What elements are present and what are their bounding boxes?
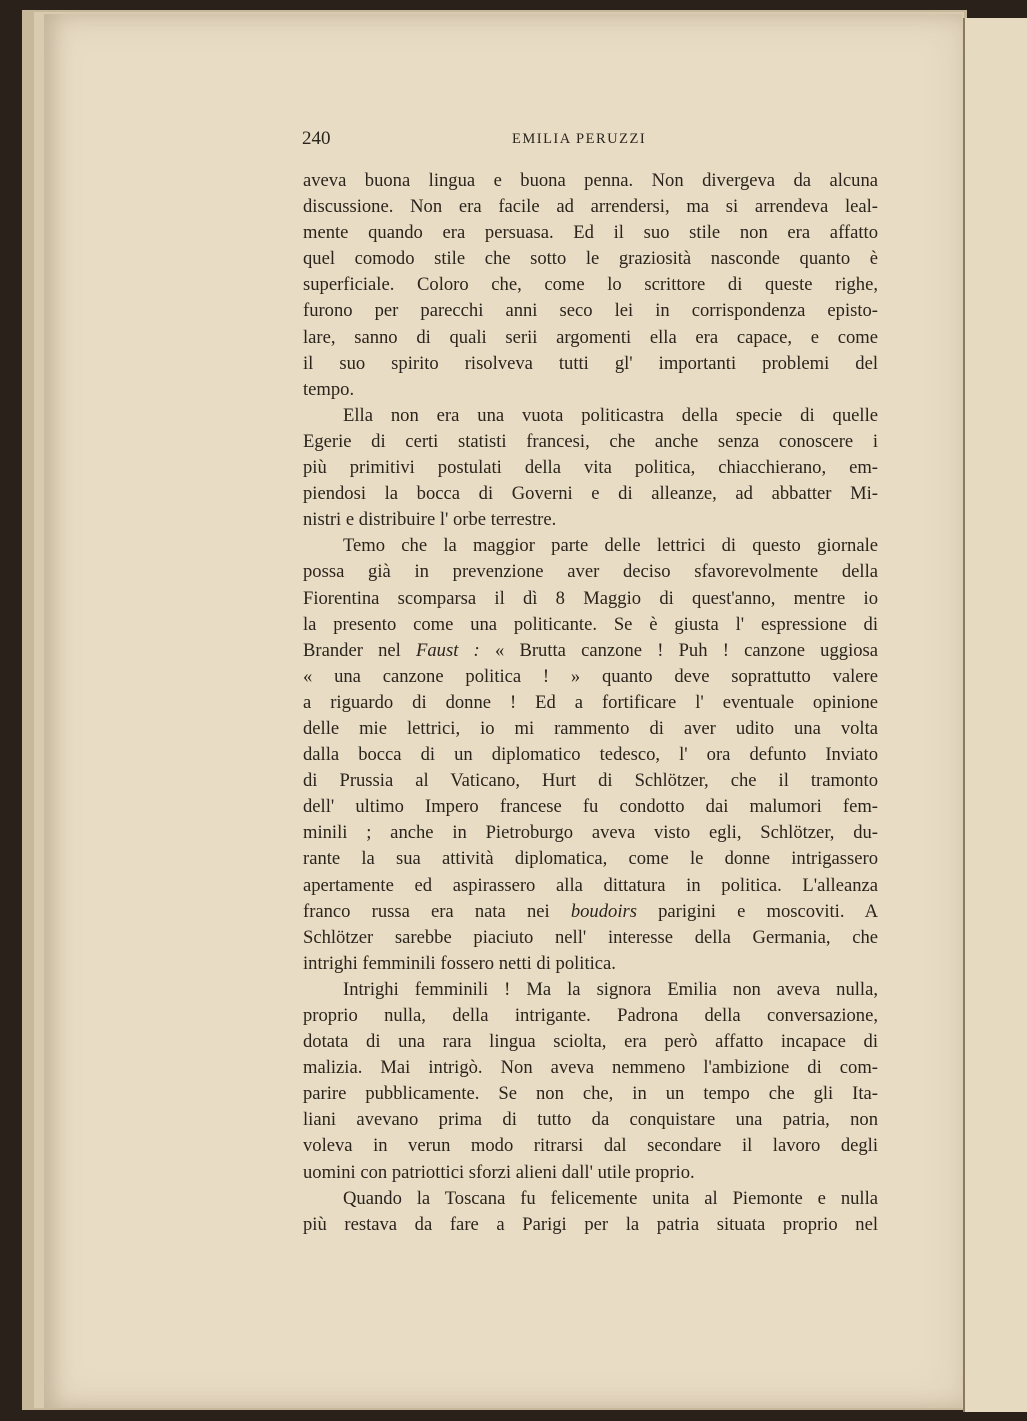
running-head: EMILIA PERUZZI: [512, 131, 647, 147]
text-line: minili ; anche in Pietroburgo aveva visto egli, Schlötzer, du-: [303, 822, 878, 844]
text-line: Egerie di certi statisti francesi, che anche senza conoscere i: [303, 430, 878, 452]
italic-word: boudoirs: [570, 900, 637, 922]
text-line: aveva buona lingua e buona penna. Non divergeva da alcuna: [303, 170, 878, 191]
paragraph: [303, 977, 878, 1186]
text-line: proprio nulla, della intrigante. Padrona della conversazione,: [303, 1005, 878, 1026]
text-segment: « Brutta canzone ! Puh ! canzone uggiosa: [494, 639, 879, 661]
text-segment: Brander nel: [303, 639, 401, 661]
text-line: [303, 638, 878, 664]
text-line: nistri e distribuire l' orbe terrestre.: [303, 509, 557, 531]
text-line: Schlötzer sarebbe piaciuto nell' interesse della Germania, che: [303, 926, 878, 948]
text-line: uomini con patriottici sforzi alieni dall' utile proprio.: [303, 1161, 695, 1183]
text-line: intrighi femminili fossero netti di politica.: [303, 952, 616, 974]
text-line: superficiale. Coloro che, come lo scrittore di queste righe,: [303, 274, 878, 296]
text-line: a riguardo di donne ! Ed a fortificare l' eventuale opinione: [303, 691, 878, 713]
text-line: di Prussia al Vaticano, Hurt di Schlötzer, che il tramonto: [303, 770, 878, 792]
text-line: Ella non era una vuota politicastra della specie di quelle: [343, 404, 878, 426]
text-segment: franco russa era nata nei: [303, 900, 550, 922]
text-line: furono per parecchi anni seco lei in corrispondenza episto-: [303, 300, 878, 322]
text-line: dotata di una rara lingua sciolta, era però affatto incapace di: [303, 1031, 878, 1053]
text-line: parire pubblicamente. Se non che, in un tempo che gli Ita-: [303, 1083, 878, 1105]
text-line: liani avevano prima di tutto da conquistare una patria, non: [303, 1109, 878, 1131]
text-line: quel comodo stile che sotto le graziosità nasconde quanto è: [303, 248, 878, 270]
text-line: possa già in prevenzione aver deciso sfavorevolmente della: [303, 561, 878, 583]
text-line: voleva in verun modo ritrarsi dal secondare il lavoro degli: [303, 1135, 878, 1157]
text-line: [303, 899, 878, 925]
italic-title: Faust :: [416, 639, 480, 661]
text-line: più restava da fare a Parigi per la patria situata proprio nel: [303, 1213, 878, 1235]
paragraph: [303, 168, 878, 403]
text-line: Intrighi femminili ! Ma la signora Emilia non aveva nulla,: [343, 978, 878, 1000]
text-line: il suo spirito risolveva tutti gl' importanti problemi del: [303, 352, 878, 374]
text-line: la presento come una politicante. Se è giusta l' espressione di: [303, 613, 878, 635]
text-line: Quando la Toscana fu felicemente unita al Piemonte e nulla: [343, 1187, 878, 1209]
text-line: apertamente ed aspirassero alla dittatura in politica. L'alleanza: [303, 874, 878, 896]
text-line: malizia. Mai intrigò. Non aveva nemmeno l'ambizione di com-: [303, 1057, 878, 1079]
paragraph: [303, 533, 878, 977]
text-line: piendosi la bocca di Governi e di alleanze, ad abbatter Mi-: [303, 483, 878, 505]
text-line: mente quando era persuasa. Ed il suo stile non era affatto: [303, 222, 878, 244]
facing-page-edge: [963, 18, 1027, 1412]
text-line: lare, sanno di quali serii argomenti ella era capace, e come: [303, 326, 878, 348]
text-line: dalla bocca di un diplomatico tedesco, l' ora defunto Inviato: [303, 744, 878, 766]
text-line: più primitivi postulati della vita politica, chiacchierano, em-: [303, 457, 878, 479]
page-number: 240: [302, 128, 331, 149]
text-line: delle mie lettrici, io mi rammento di aver udito una volta: [303, 717, 878, 739]
text-line: Temo che la maggior parte delle lettrici di questo giornale: [343, 535, 878, 557]
text-line: Fiorentina scomparsa il dì 8 Maggio di quest'anno, mentre io: [303, 587, 878, 609]
text-line: tempo.: [303, 378, 355, 400]
paragraph: [303, 1186, 878, 1238]
page-header: [302, 128, 878, 154]
text-segment: parigini e moscoviti. A: [658, 900, 879, 922]
text-line: discussione. Non era facile ad arrendersi, ma si arrendeva leal-: [303, 196, 878, 218]
text-line: « una canzone politica ! » quanto deve soprattutto valere: [303, 665, 878, 687]
text-line: dell' ultimo Impero francese fu condotto dai malumori fem-: [303, 796, 878, 818]
paragraph: [303, 403, 878, 533]
text-line: rante la sua attività diplomatica, come le donne intrigassero: [303, 848, 878, 870]
body-text: [303, 168, 878, 1238]
